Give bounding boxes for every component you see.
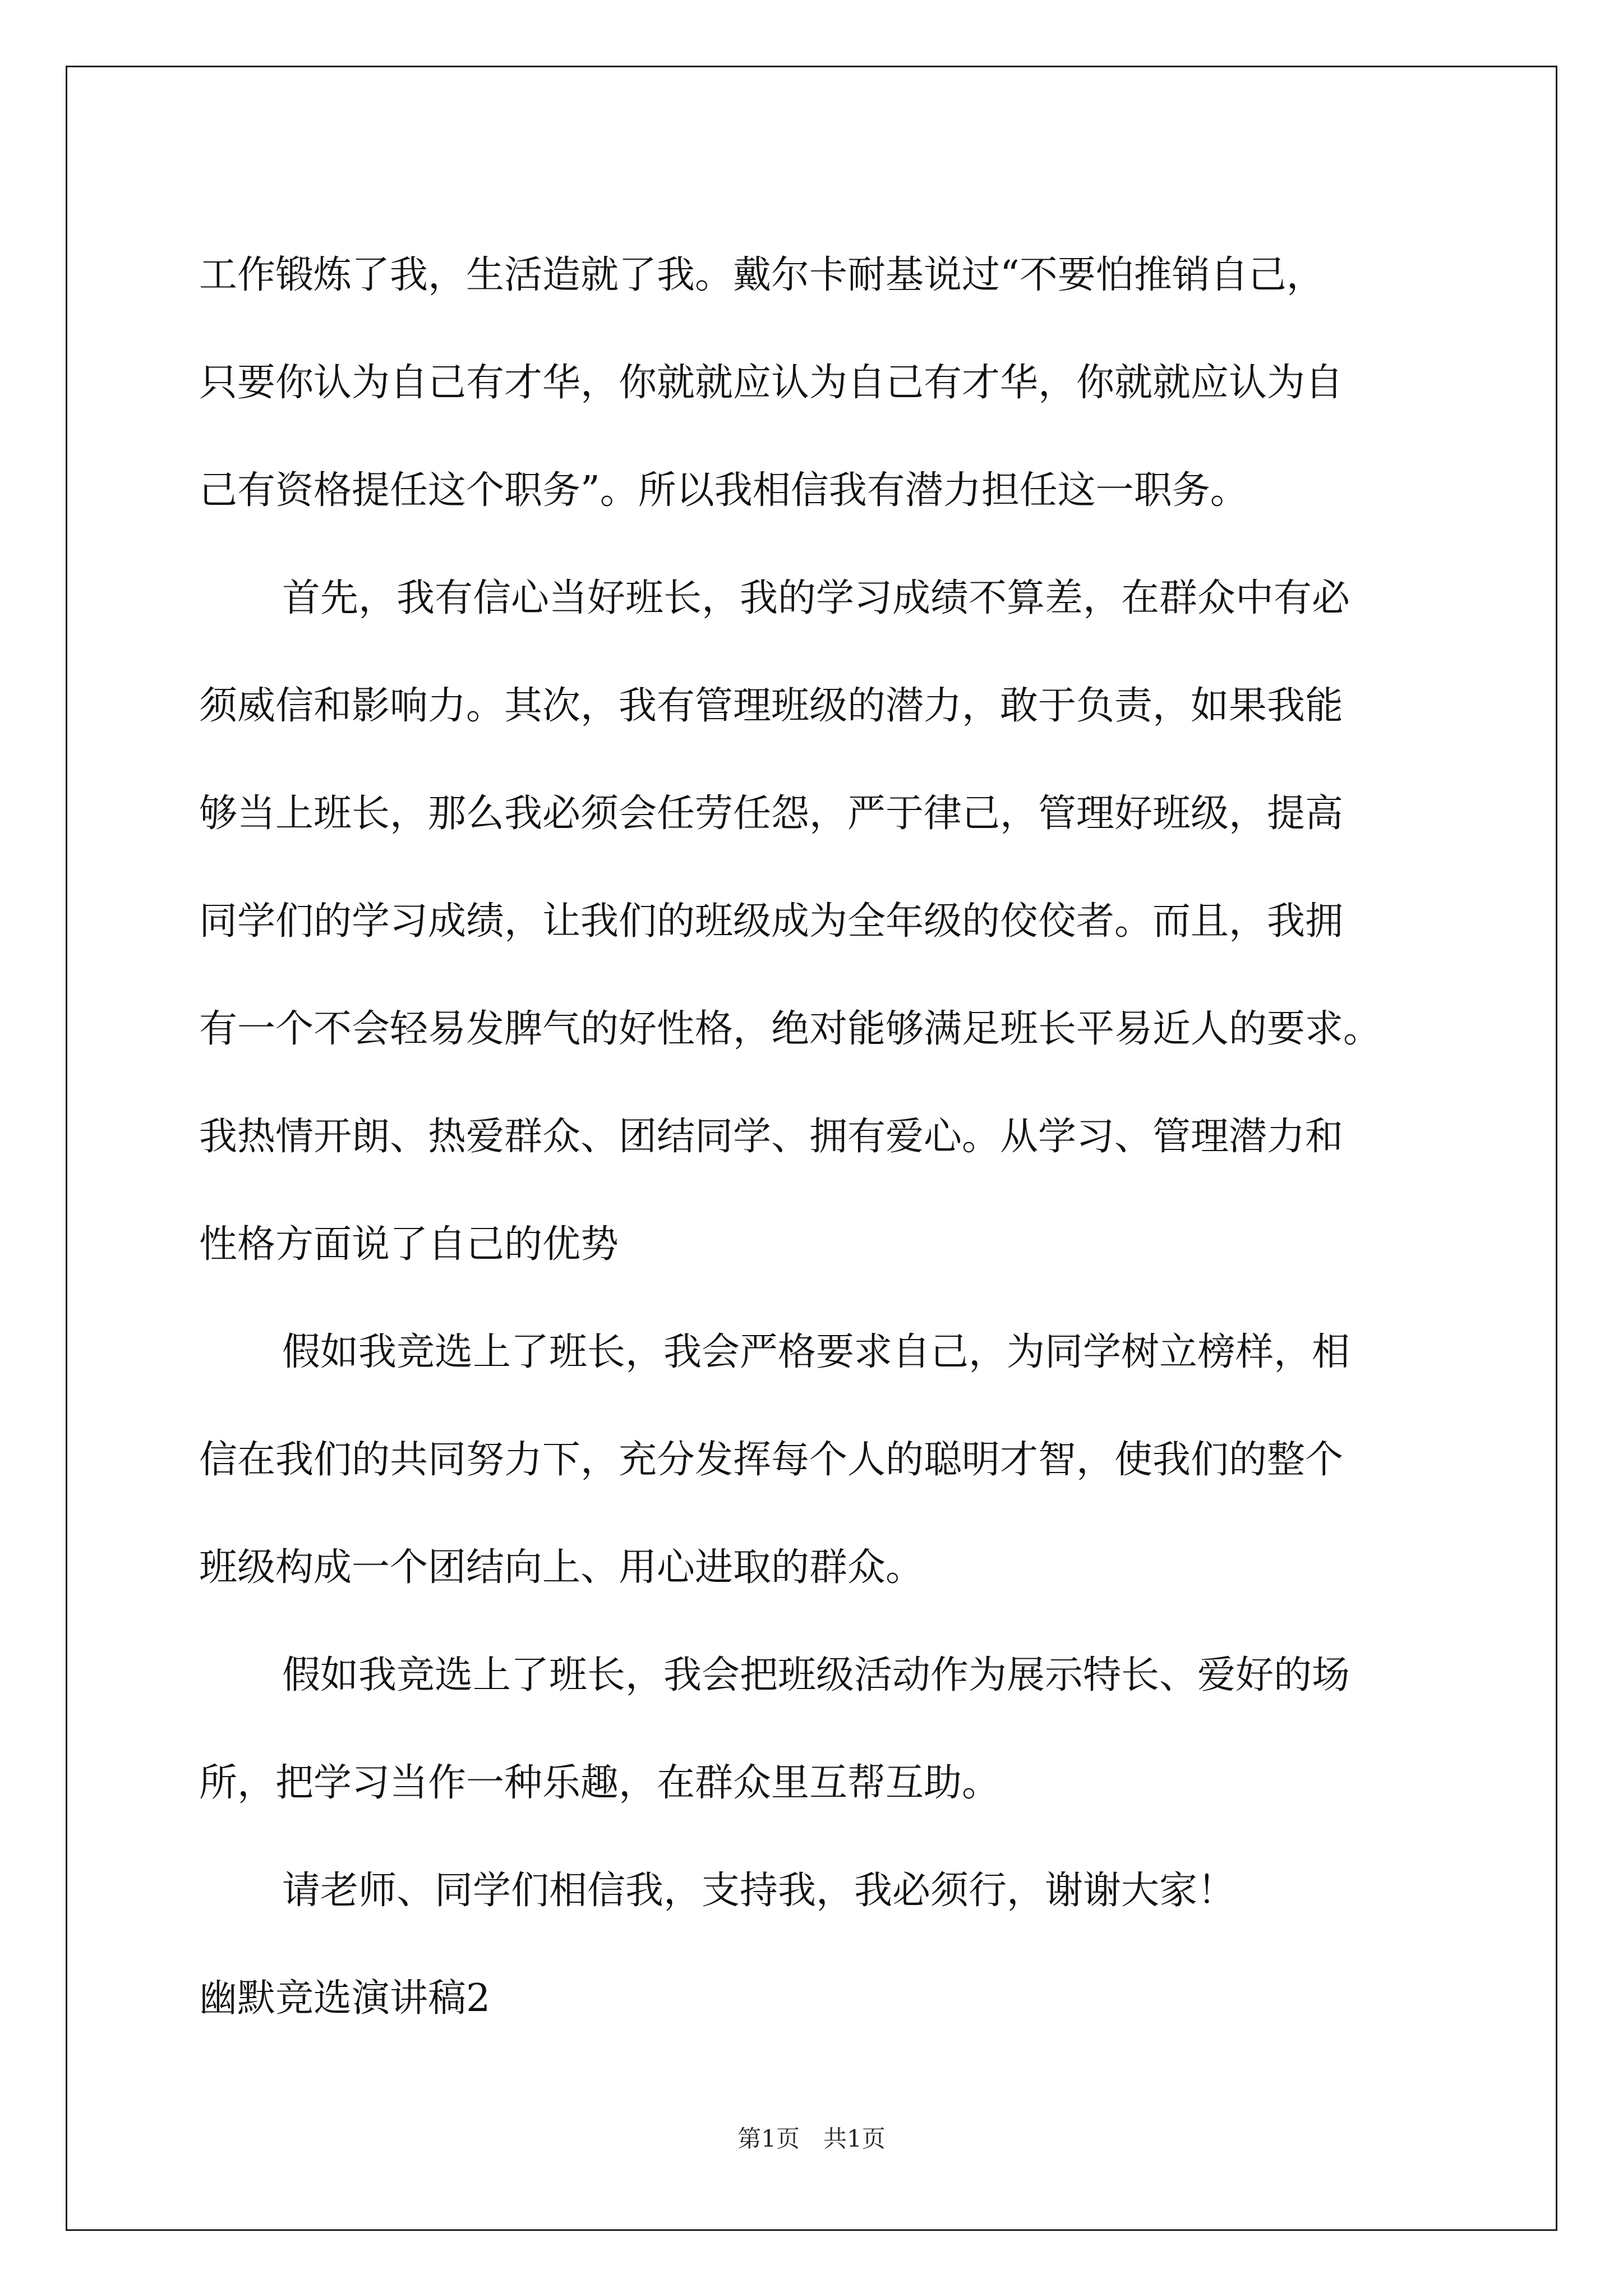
- text-line: 己有资格提任这个职务”。所以我相信我有潜力担任这一职务。: [199, 468, 1248, 513]
- text-line: 信在我们的共同努力下，充分发挥每个人的聪明才智，使我们的整个: [199, 1438, 1344, 1482]
- section-title: 幽默竞选演讲稿2: [199, 1976, 491, 2021]
- text-line: 须威信和影响力。其次，我有管理班级的潜力，敢于负责，如果我能: [199, 684, 1344, 728]
- text-line: 我热情开朗、热爱群众、团结同学、拥有爱心。从学习、管理潜力和: [199, 1115, 1344, 1159]
- text-line: 所，把学习当作一种乐趣，在群众里互帮互助。: [199, 1761, 1000, 1805]
- text-line: 请老师、同学们相信我，支持我，我必须行，谢谢大家！: [282, 1869, 1236, 1913]
- text-line: 工作锻炼了我，生活造就了我。戴尔卡耐基说过“不要怕推销自己，: [199, 253, 1325, 297]
- text-line: 假如我竞选上了班长，我会把班级活动作为展示特长、爱好的场: [282, 1653, 1350, 1697]
- document-body: [199, 222, 1489, 2053]
- text-line: 只要你认为自己有才华，你就就应认为自己有才华，你就就应认为自: [199, 361, 1344, 405]
- text-line: 同学们的学习成绩，让我们的班级成为全年级的佼佼者。而且，我拥: [199, 899, 1344, 944]
- text-line: 有一个不会轻易发脾气的好性格，绝对能够满足班长平易近人的要求。: [199, 1007, 1382, 1051]
- page-footer: 第1页 共1页: [737, 2125, 886, 2152]
- text-line: 班级构成一个团结向上、用心进取的群众。: [199, 1545, 924, 1590]
- text-line: 够当上班长，那么我必须会任劳任怨，严于律己，管理好班级，提高: [199, 792, 1344, 836]
- text-line: 性格方面说了自己的优势: [199, 1222, 619, 1267]
- text-line: 首先，我有信心当好班长，我的学习成绩不算差，在群众中有必: [282, 576, 1350, 620]
- text-line: 假如我竞选上了班长，我会严格要求自己，为同学树立榜样，相: [282, 1330, 1350, 1374]
